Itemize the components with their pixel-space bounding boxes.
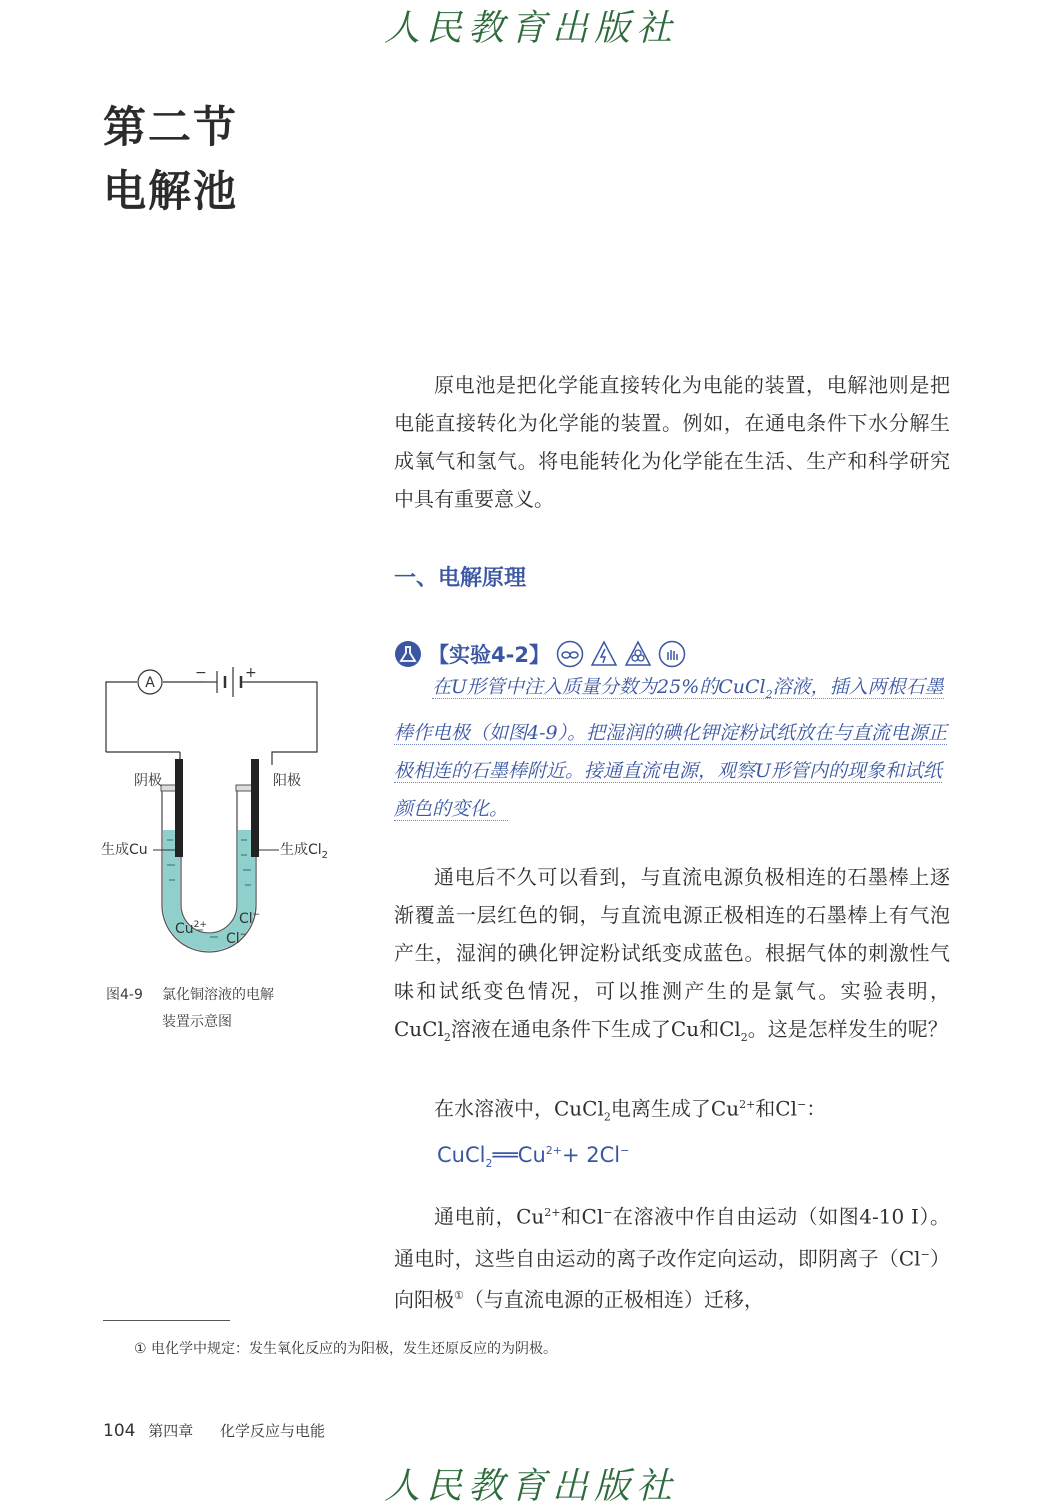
biohazard-icon xyxy=(624,640,652,668)
battery-icon xyxy=(205,667,247,697)
section-number: 第二节 xyxy=(103,103,238,153)
cathode-label: 阴极 xyxy=(134,773,162,789)
subheading-electrolysis-principle: 一、电解原理 xyxy=(394,566,527,591)
electrolysis-diagram xyxy=(95,655,345,975)
cl-ion-label-2: Cl− xyxy=(226,930,248,947)
cathode-electrode xyxy=(175,759,183,857)
battery-minus: − xyxy=(195,665,207,681)
battery-plus: + xyxy=(245,665,257,681)
page-footer xyxy=(103,1420,325,1441)
experiment-label: 【实验4-2】 xyxy=(428,643,550,667)
intro-paragraph: 原电池是把化学能直接转化为电能的装置，电解池则是把电能直接转化为化学能的装置。例如，在通电条件下水分解生成氧气和氢气。将电能转化为化学能在生活、生产和科学研究中具有重要意义。 xyxy=(394,373,950,511)
section-title xyxy=(103,96,238,224)
migration-paragraph: 通电前，$Cu^{2+}$和Cl−在溶液中作自由运动（如图4-10 Ⅰ）。通电时，这些自由运动的离子改作定向运动，即阴离子（Cl−）向阳极①（与直流电源的正极相连）迁移， xyxy=(394,1204,951,1312)
cu-ion-label: $Cu^{2+}$ xyxy=(175,920,207,937)
goggles-icon xyxy=(556,640,584,668)
gen-cl2-label: 生成$Cl_2$ xyxy=(280,842,329,861)
ionization-paragraph: 在水溶液中，CuCl$_2$电离生成了$Cu^{2+}$和Cl−： xyxy=(434,1096,827,1124)
ammeter-label: A xyxy=(145,675,155,691)
flask-icon xyxy=(394,640,422,668)
cl-ion-label-1: Cl− xyxy=(239,910,261,927)
figure-caption: 图4-9 氯化铜溶液的电解 装置示意图 xyxy=(106,982,274,1036)
observation-paragraph: 通电后不久可以看到，与直流电源负极相连的石墨棒上逐渐覆盖一层红色的铜，与直流电源正极相连的石墨棒上有气泡产生，湿润的碘化钾淀粉试纸变成蓝色。根据气体的刺激性气味和试纸变色情况，可以推测产生的是氯气。实验表明，CuCl$_2$溶液在通电条件下生成了Cu和$Cl_2$。这是怎样发生的呢？ xyxy=(394,865,950,1044)
electric-hazard-icon xyxy=(590,640,618,668)
publisher-logo-bottom: 人民教育出版社 xyxy=(383,1466,678,1504)
section-name: 电解池 xyxy=(103,167,238,217)
anode-label: 阳极 xyxy=(273,773,301,789)
chapter-number: 第四章 xyxy=(148,1422,194,1440)
experiment-instructions: 在U形管中注入质量分数为25%的CuCl$_2$溶液，插入两根石墨棒作电极（如图4-9）。把湿润的碘化钾淀粉试纸放在与直流电源正极相连的石墨棒附近。接通直流电源，观察U形管内的现象和试纸颜色的变化。 xyxy=(394,676,948,820)
hand-wash-icon xyxy=(658,640,686,668)
anode-electrode xyxy=(251,759,259,857)
footnote: ① 电化学中规定：发生氧化反应的为阳极，发生还原反应的为阴极。 xyxy=(134,1341,557,1357)
footnote-divider xyxy=(103,1320,230,1321)
experiment-header xyxy=(394,638,686,670)
page-number: 104 xyxy=(103,1421,136,1441)
publisher-logo-top: 人民教育出版社 xyxy=(383,8,678,49)
gen-cu-label: 生成Cu xyxy=(101,842,148,858)
figure-number: 图4-9 xyxy=(106,987,143,1003)
ionization-equation: $CuCl_2══Cu^{2+}+ 2Cl^-$ xyxy=(437,1143,630,1171)
footnote-marker: ① xyxy=(454,1289,464,1303)
chapter-title: 化学反应与电能 xyxy=(220,1422,326,1440)
